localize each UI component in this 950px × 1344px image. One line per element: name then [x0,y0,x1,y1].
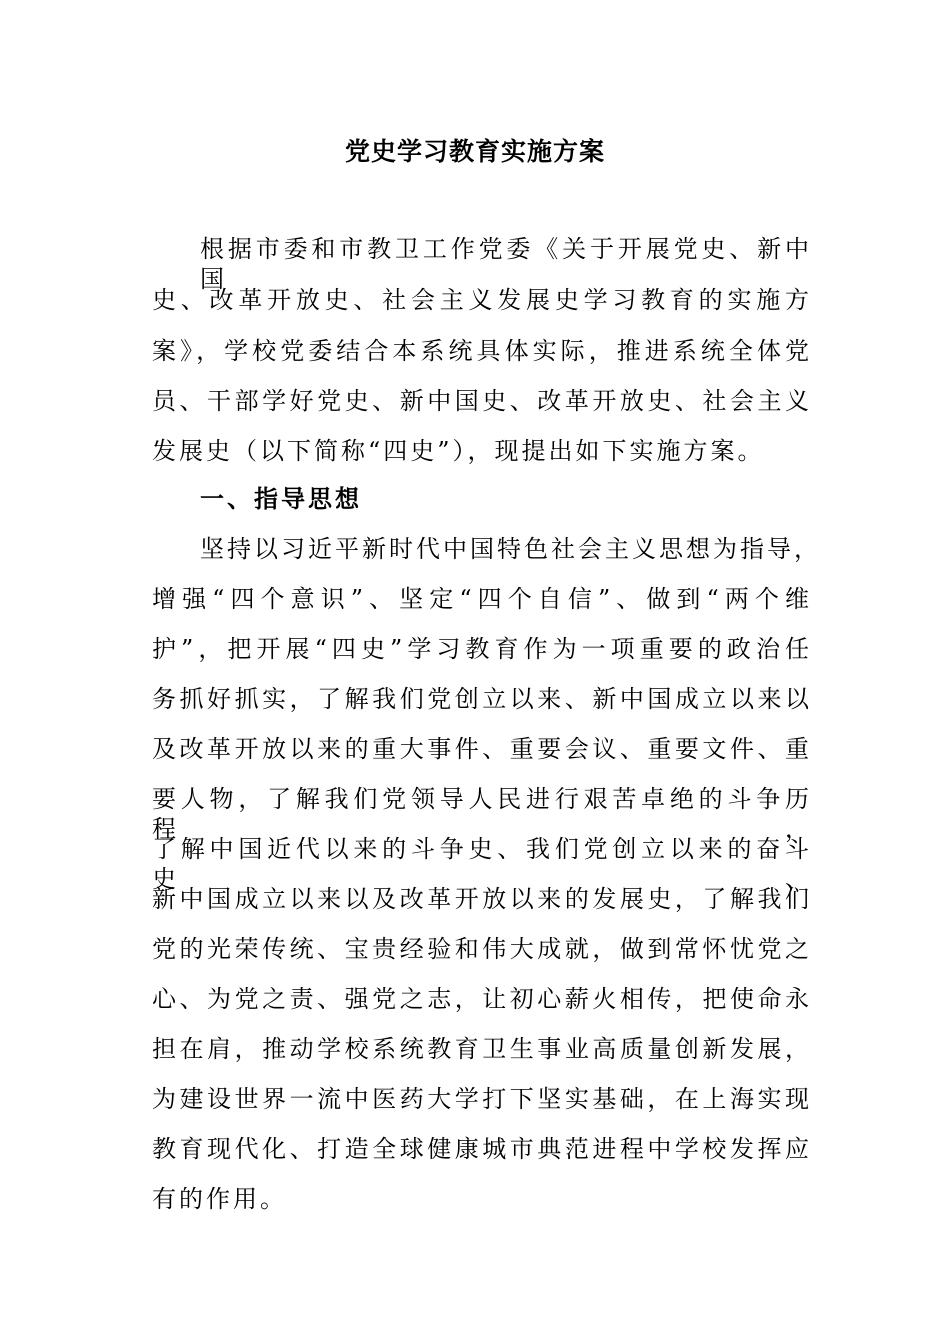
paragraph-line: 发展史（以下简称“四史”），现提出如下实施方案。 [152,437,765,465]
paragraph-line: 新中国成立以来以及改革开放以来的发展史，了解我们 [152,885,812,913]
paragraph-line: 心、为党之责、强党之志，让初心薪火相传，把使命永 [152,985,812,1013]
paragraph-line: 史、改革开放史、社会主义发展史学习教育的实施方 [152,286,812,314]
paragraph-line: 增强“四个意识”、坚定“四个自信”、做到“两个维 [152,585,812,613]
paragraph-line: 护”，把开展“四史”学习教育作为一项重要的政治任 [152,635,812,663]
paragraph-line: 党的光荣传统、宝贵经验和伟大成就，做到常怀忧党之 [152,935,812,963]
paragraph-line: 教育现代化、打造全球健康城市典范进程中学校发挥应 [152,1135,812,1163]
paragraph-line: 坚持以习近平新时代中国特色社会主义思想为指导， [200,535,821,563]
paragraph-line: 有的作用。 [152,1185,287,1213]
paragraph-line: 为建设世界一流中医药大学打下坚实基础，在上海实现 [152,1085,812,1113]
document-title: 党史学习教育实施方案 [344,137,605,166]
paragraph-line: 案》，学校党委结合本系统具体实际，推进系统全体党 [152,337,812,365]
paragraph-line: 务抓好抓实，了解我们党创立以来、新中国成立以来以 [152,685,812,713]
paragraph-line: 员、干部学好党史、新中国史、改革开放史、社会主义 [152,387,812,415]
paragraph-line: 要人物，了解我们党领导人民进行艰苦卓绝的斗争历程， [152,785,812,843]
paragraph-line: 根据市委和市教卫工作党委《关于开展党史、新中国 [200,235,812,293]
paragraph-line: 了解中国近代以来的斗争史、我们党创立以来的奋斗史、 [152,835,812,893]
paragraph-line: 及改革开放以来的重大事件、重要会议、重要文件、重 [152,735,812,763]
section-heading: 一、指导思想 [200,485,362,513]
paragraph-line: 担在肩，推动学校系统教育卫生事业高质量创新发展， [152,1035,812,1063]
